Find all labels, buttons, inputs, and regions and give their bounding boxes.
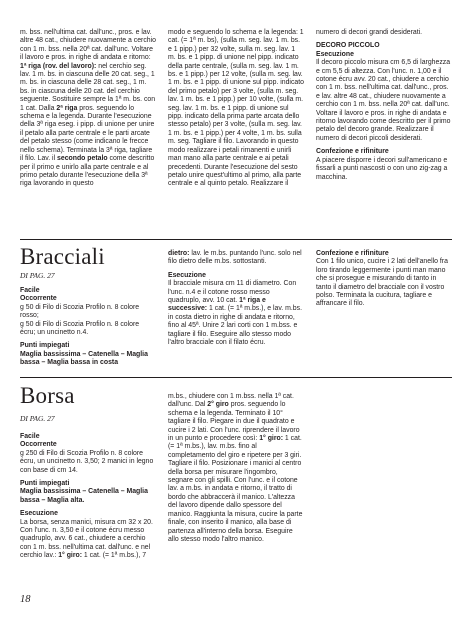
- difficulty: Facile: [20, 433, 40, 440]
- text: m.bs., chiudere con 1 m.bss. nella 1ª cat. dall'unc. Dal: [168, 393, 294, 409]
- text: 1 cat. (= 1ª m.bs.), e lav. m.bs. in costa dietro in righe di andata e ritorno, fino al 45ª. Unire 2 lari corti con 1 m.bss. e tagliare il filo. Eseguire allo stesso modo l'altro bracciale con il filato écru.: [168, 305, 302, 347]
- text: 1 cat. (= 1ª m.bs.), lav. m.bs. fino al completamento del giro e ripetere per 3 giri. Tagliare il filo. Posizionare i manici al centro della borsa per misurare l'ingombro, segnare con gli spilli. Con l'unc. e il cotone lav. a m.bs. in andata e ritorno, il tratto di bordo che abbraccerà il manico. L'altezza del lavoro dipende dallo spessore del manico. Raggiunta la misura, cucire la parte finale, con inserito il manico, alla base di partenza all'interno della borsa. Eseguire allo stesso modo l'altro manico.: [168, 435, 303, 543]
- top-column-3: [316, 29, 452, 182]
- text-bold: 1° giro:: [259, 435, 283, 443]
- subheading: Esecuzione: [316, 50, 354, 58]
- bracciali-page-ref: DI PAG. 27: [20, 271, 55, 280]
- text-bold: 1° giro:: [58, 552, 82, 560]
- subheading: Confezione e rifiniture: [316, 250, 389, 257]
- section-heading: DECORO PICCOLO: [316, 42, 380, 50]
- stitches-list: Maglia bassissima – Catenella – Maglia bassa – Maglia alta.: [20, 488, 148, 504]
- stitches-list: Maglia bassissima – Catenella – Maglia bassa – Maglia bassa in costa: [20, 350, 148, 367]
- bracciali-column-2: [168, 250, 304, 347]
- top-column-1: [20, 29, 156, 189]
- text-bold: 2ª riga: [56, 104, 78, 112]
- text: come descritto per il primo e unirlo alla parte centrale e al primo petalo durante l'esecuzione della 3ª riga lavorando in questo: [20, 155, 155, 188]
- section-divider: [20, 377, 452, 378]
- top-column-2: [168, 29, 304, 189]
- bracciali-column-3: [316, 250, 452, 309]
- section-divider: [20, 239, 452, 240]
- subheading: Esecuzione: [20, 510, 58, 518]
- paragraph: g 250 di Filo di Scozia Profilo n. 8 colore écru, un uncinetto n. 3,50; 2 manici in legno con base di cm 14.: [20, 449, 154, 474]
- paragraph: [168, 250, 304, 267]
- text: pros. seguendo lo schema e la legenda. Terminato il 10° tagliare il filo. Piegare in due il quadrato e cucire i 2 lati. Con l'unc. riprendere il lavoro in un punto e procedere così:: [168, 401, 300, 443]
- text: pros. seguendo lo schema e la legenda. Durante l'esecuzione della 3ª riga eseg. i pipp. di unione per unire il petalo alla parte centrale e le parti arcate del petalo stesso (come indicano le frecce nello schema). Terminata la 3ª riga, tagliare il filo. Lav. il: [20, 104, 155, 163]
- text: 1 cat. (= 1ª m.bs.), 7: [83, 552, 147, 560]
- paragraph: modo e seguendo lo schema e la legenda: 1 cat. (= 1ª m. bs), (sulla m. seg. lav. 1 m. bs. e 1 pipp.) per 32 volte, sulla m. seg. lav. 1 m. bs. e 1 pipp. di unione nel pipp. indicato della parte centrale, (sulla m. seg. lav. 1 m. bs. e 1 pipp.) per 12 volte, (sulla m. seg. lav. 1 m. bs. e 1 pipp. di unione sul pipp. indicato del primo petalo) per 3 volte, (sulla m. seg. lav. 1 m. bs. e 1 pipp.) per 10 volte, (sulla m. seg. lav. 1 m. bs. e 1 pipp. di unione sul pipp. indicato della prima parte arcata dello stesso petalo) per 3 volte, (sulla m. seg. lav. 1 m. bs. e 1 pipp.) per 4 volte, 1 m. bs. sulla m. seg. Tagliare il filo. Lavorando in questo modo realizzare i petali rimanenti e unirli man mano alla parte centrale e ai petali precedenti. Durante l'esecuzione del sesto petalo unire quest'ultimo al primo, alla parte centrale e al quinto petalo. Realizzare il: [168, 29, 304, 188]
- text: La borsa, senza manici, misura cm 32 x 20. Con l'unc. n. 3,50 e il cotone écru messo quadruplo, avv. 6 cat., chiudere a cerchio con 1 m. bss. nell'ultima cat. dall'unc. e nel cerchio lav.:: [20, 518, 153, 560]
- subheading: Confezione e rifiniture: [316, 148, 389, 156]
- paragraph: [168, 393, 304, 544]
- paragraph: g 50 di Filo di Scozia Profilo n. 8 colore écru; un uncinetto n.4.: [20, 320, 140, 337]
- subheading: Occorrente: [20, 295, 57, 303]
- paragraph: [20, 519, 156, 561]
- bracciali-title: Bracciali: [20, 244, 105, 269]
- subheading: Punti impiegati: [20, 480, 70, 488]
- subheading: Esecuzione: [168, 271, 206, 279]
- paragraph: g 50 di Filo di Scozia Profilo n. 8 colore rosso;: [20, 303, 140, 320]
- paragraph: Il decoro piccolo misura cm 6,5 di larghezza e cm 5,5 di altezza. Con l'unc. n. 1,00 e il cotone écru avv. 20 cat., chiudere a cerchio con 1 m. bss. nell'ultima cat. dall'unc., pros. e lav. altre 48 cat., chiudere nuovamente a cerchio con 1 m. bss. nella 20ª cat. dall'unc. Voltare il lavoro e pros. in righe di andata e ritorno lavorando come descritto per il primo petalo del decoro grande. Realizzare il numero di decori piccoli desiderati.: [316, 59, 451, 142]
- text: m. bss. nell'ultima cat. dall'unc., pros. e lav. altre 48 cat., chiudere nuovamente a cerchio con 1 m. bss. nella 20ª cat. dall'unc. Voltare il lavoro e pros. in righe di andata e ritorno:: [20, 29, 156, 62]
- text-bold: dietro:: [168, 250, 190, 257]
- text: Il bracciale misura cm 11 di diametro. Con l'unc. n.4 e il cotone rosso messo quadruplo, avv. 10 cat.: [168, 280, 297, 305]
- borsa-page-ref: DI PAG. 27: [20, 414, 55, 423]
- borsa-column-1: [20, 433, 156, 561]
- text-bold: 2° giro: [207, 401, 229, 409]
- text-bold: secondo petalo: [57, 155, 108, 163]
- paragraph: numero di decori grandi desiderati.: [316, 29, 423, 36]
- subheading: Occorrente: [20, 441, 57, 449]
- paragraph: [20, 29, 156, 189]
- page-number: 18: [20, 594, 31, 605]
- bracciali-column-1: [20, 287, 156, 368]
- paragraph: Con 1 filo unico, cucire i 2 lati dell'anello fra loro tirando leggermente i punti man mano che si prosegue e misurando di tanto in tanto il diametro del bracciale con il vostro polso. Terminata la cucitura, tagliare e affrancare il filo.: [316, 258, 448, 308]
- borsa-title: Borsa: [20, 383, 75, 408]
- text-bold: 1ª riga (rov. del lavoro):: [20, 62, 97, 70]
- text-bold: 1ª riga e successive:: [168, 297, 266, 313]
- paragraph: A piacere disporre i decori sull'americano e fissarli a punti nascosti o con uno zig-zag a macchina.: [316, 156, 448, 181]
- text: lav. le m.bs. puntando l'unc. solo nel filo dietro delle m.bs. sottostanti.: [168, 250, 302, 266]
- difficulty: Facile: [20, 287, 40, 294]
- text: nel cerchio seg. lav. 1 m. bs. in ciascuna delle 20 cat. seg., 1 m. bs. in ciascuna delle 28 cat. seg., 1 m. bs. in ciascuna delle 20 cat. del cerchio seguente. Sostituire sempre la 1ª m. bs. con 1 cat. Dalla: [20, 62, 156, 112]
- paragraph: [168, 280, 304, 347]
- borsa-column-2: [168, 393, 304, 544]
- subheading: Punti impiegati: [20, 342, 70, 350]
